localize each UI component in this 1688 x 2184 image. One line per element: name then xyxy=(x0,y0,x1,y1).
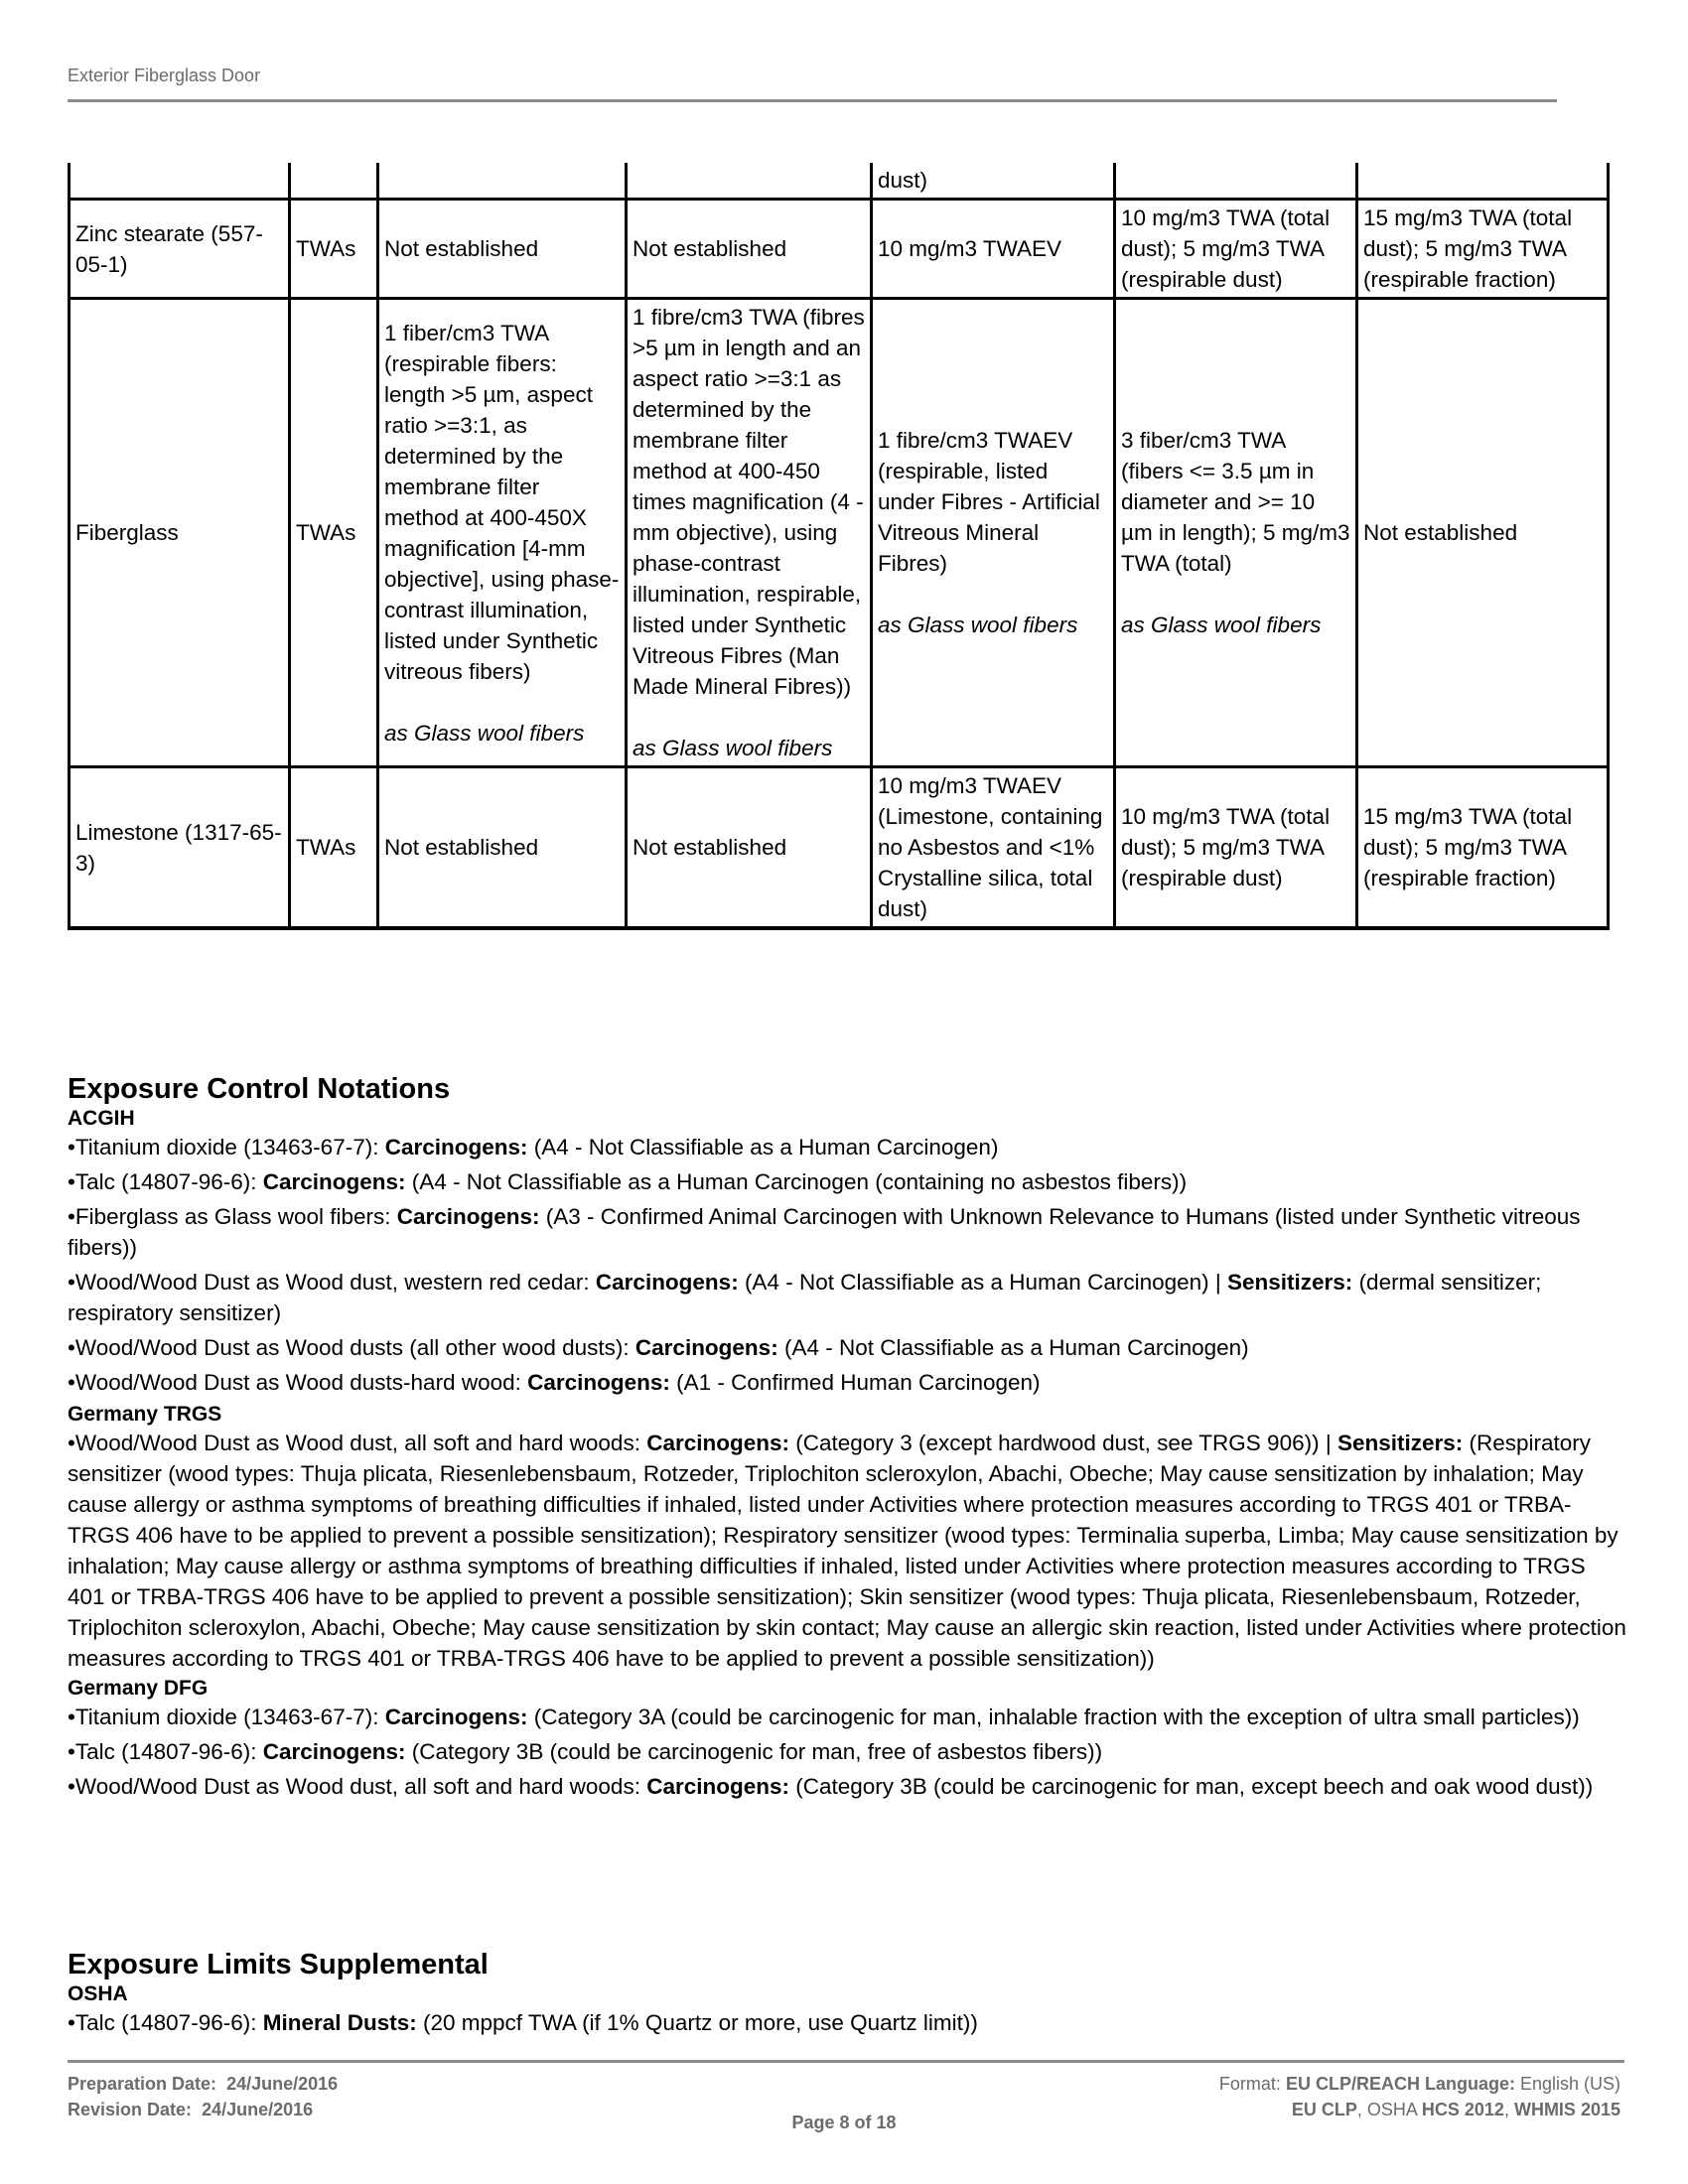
limit-text: 1 fiber/cm3 TWA (respirable fibers: length >5 µm, aspect ratio >=3:1, as determined by the membrane filter method at 400-450X magnification [4-mm objective], using phase-contrast illumination, listed under Synthetic vitreous fibers) xyxy=(384,320,620,684)
limit-note: as Glass wool fibers xyxy=(1121,613,1322,637)
list-item: •Titanium dioxide (13463-67-7): Carcinogens: (Category 3A (could be carcinogenic for man, inhalable fraction with the exception of ultra small particles)) xyxy=(68,1705,1580,1729)
list-item: •Wood/Wood Dust as Wood dusts (all other wood dusts): Carcinogens: (A4 - Not Classifiable as a Human Carcinogen) xyxy=(68,1335,1249,1360)
header-divider xyxy=(68,99,1557,102)
table-cell: 15 mg/m3 TWA (total dust); 5 mg/m3 TWA (respirable fraction) xyxy=(1357,200,1609,299)
table-cell: 15 mg/m3 TWA (total dust); 5 mg/m3 TWA (respirable fraction) xyxy=(1357,767,1609,929)
table-cell xyxy=(1357,163,1609,200)
table-cell: Not established xyxy=(378,200,627,299)
limit-text: 3 fiber/cm3 TWA (fibers <= 3.5 µm in diameter and >= 10 µm in length); 5 mg/m3 TWA (total) xyxy=(1121,428,1350,576)
revision-date: Revision Date: 24/June/2016 xyxy=(68,2100,314,2119)
list-item: •Talc (14807-96-6): Carcinogens: (A4 - Not Classifiable as a Human Carcinogen (containing no asbestos fibers)) xyxy=(68,1169,1188,1194)
format-language: Format: EU CLP/REACH Language: English (US) xyxy=(1218,2074,1620,2094)
table-cell xyxy=(1115,299,1357,767)
subsection-heading-germany-trgs: Germany TRGS xyxy=(68,1403,222,1426)
limit-type: TWAs xyxy=(290,299,378,767)
page-number: Page 8 of 18 xyxy=(791,2113,897,2132)
substance-name: Limestone (1317-65-3) xyxy=(70,767,290,929)
substance-name: Fiberglass xyxy=(70,299,290,767)
list-item: •Wood/Wood Dust as Wood dust, all soft and hard woods: Carcinogens: (Category 3B (could be carcinogenic for man, except beech and oak wood dust)) xyxy=(68,1774,1594,1799)
exposure-limits-table xyxy=(68,163,1610,930)
limit-note: as Glass wool fibers xyxy=(878,613,1078,637)
table-cell xyxy=(70,163,290,200)
table-row-continuation xyxy=(70,163,1609,200)
exposure-control-notations xyxy=(68,1072,1626,1802)
list-item: •Fiberglass as Glass wool fibers: Carcinogens: (A3 - Confirmed Animal Carcinogen with Unknown Relevance to Humans (listed under Synthetic vitreous fibers)) xyxy=(68,1204,1581,1260)
table-cell: dust) xyxy=(872,163,1115,200)
limit-note: as Glass wool fibers xyxy=(384,720,585,746)
list-item: •Wood/Wood Dust as Wood dusts-hard wood: Carcinogens: (A1 - Confirmed Human Carcinogen) xyxy=(68,1370,1041,1395)
preparation-date: Preparation Date: 24/June/2016 xyxy=(68,2074,339,2094)
table-cell xyxy=(1115,163,1357,200)
table-cell xyxy=(627,163,872,200)
section-title: Exposure Control Notations xyxy=(68,1073,451,1105)
table-cell xyxy=(290,163,378,200)
table-cell xyxy=(378,299,627,767)
table-cell: Not established xyxy=(627,200,872,299)
limit-text: 1 fibre/cm3 TWAEV (respirable, listed under Fibres - Artificial Vitreous Mineral Fibres) xyxy=(878,428,1100,576)
table-cell xyxy=(627,299,872,767)
table-cell xyxy=(378,163,627,200)
document-header-title: Exterior Fiberglass Door xyxy=(68,66,261,85)
table-cell: 10 mg/m3 TWAEV (Limestone, containing no Asbestos and <1% Crystalline silica, total dust) xyxy=(872,767,1115,929)
table-cell xyxy=(872,299,1115,767)
list-item: •Talc (14807-96-6): Carcinogens: (Category 3B (could be carcinogenic for man, free of asbestos fibers)) xyxy=(68,1739,1103,1764)
table-row-zinc-stearate xyxy=(70,200,1609,299)
list-item: •Wood/Wood Dust as Wood dust, western red cedar: Carcinogens: (A4 - Not Classifiable as a Human Carcinogen) | Sensitizers: (dermal sensitizer; respiratory sensitizer) xyxy=(68,1270,1542,1325)
footer-divider xyxy=(68,2060,1624,2063)
limit-text: 1 fibre/cm3 TWA (fibres >5 µm in length and an aspect ratio >=3:1 as determined by the membrane filter method at 400-450 times magnification (4 -mm objective), using phase-contrast illumination, respirable, listed under Synthetic Vitreous Fibres (Man Made Mineral Fibres)) xyxy=(633,305,865,699)
regulation-list: EU CLP, OSHA HCS 2012, WHMIS 2015 xyxy=(1291,2100,1620,2119)
table-cell: 10 mg/m3 TWA (total dust); 5 mg/m3 TWA (respirable dust) xyxy=(1115,767,1357,929)
limit-note: as Glass wool fibers xyxy=(633,736,833,760)
subsection-heading-acgih: ACGIH xyxy=(68,1107,135,1130)
table-cell: Not established xyxy=(378,767,627,929)
limit-type: TWAs xyxy=(290,767,378,929)
list-item: •Titanium dioxide (13463-67-7): Carcinogens: (A4 - Not Classifiable as a Human Carcinogen) xyxy=(68,1135,999,1160)
subsection-heading-germany-dfg: Germany DFG xyxy=(68,1677,209,1700)
table-cell: 10 mg/m3 TWAEV xyxy=(872,200,1115,299)
exposure-limits-supplemental xyxy=(68,1948,1626,2038)
table-row-limestone xyxy=(70,767,1609,929)
table-cell: 10 mg/m3 TWA (total dust); 5 mg/m3 TWA (respirable dust) xyxy=(1115,200,1357,299)
limit-type: TWAs xyxy=(290,200,378,299)
subsection-heading-osha: OSHA xyxy=(68,1982,128,2005)
section-title: Exposure Limits Supplemental xyxy=(68,1949,489,1980)
list-item: •Wood/Wood Dust as Wood dust, all soft and hard woods: Carcinogens: (Category 3 (except hardwood dust, see TRGS 906)) | Sensitizers: (Respiratory sensitizer (wood types: Thuja plicata, Riesenlebensbaum, Rotzeder, Triplochiton scleroxylon, Abachi, Obeche; May cause sensitization by inhalation; May cause allergy or asthma symptoms of breathing difficulties if inhaled, listed under Activities where protection measures according to TRGS 401 or TRBA-TRGS 406 have to be applied to prevent a possible sensitization); Respiratory sensitizer (wood types: Terminalia superba, Limba; May cause sensitization by inhalation; May cause allergy or asthma symptoms of breathing difficulties if inhaled, listed under Activities where protection measures according to TRGS 401 or TRBA-TRGS 406 have to be applied to prevent a possible sensitization); Skin sensitizer (wood types: Thuja plicata, Riesenlebensbaum, Rotzeder, Triplochiton scleroxylon, Abachi, Obeche; May cause sensitization by skin contact; May cause an allergic skin reaction, listed under Activities where protection measures according to TRGS 401 or TRBA-TRGS 406 have to be applied to prevent a possible sensitization)) xyxy=(68,1431,1626,1671)
table-cell: Not established xyxy=(1357,299,1609,767)
list-item: •Talc (14807-96-6): Mineral Dusts: (20 mppcf TWA (if 1% Quartz or more, use Quartz limit)) xyxy=(68,2010,978,2035)
table-row-fiberglass xyxy=(70,299,1609,767)
table-cell: Not established xyxy=(627,767,872,929)
substance-name: Zinc stearate (557-05-1) xyxy=(70,200,290,299)
